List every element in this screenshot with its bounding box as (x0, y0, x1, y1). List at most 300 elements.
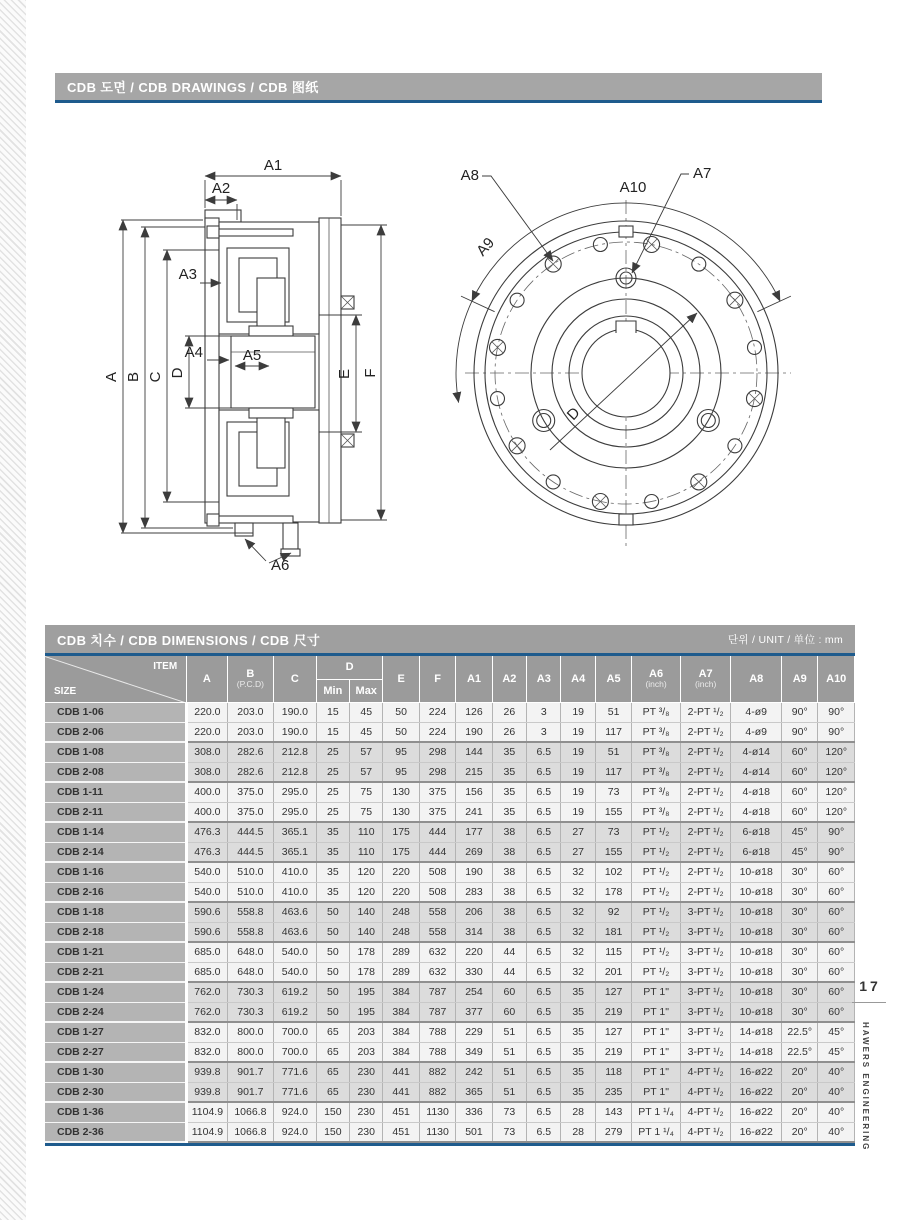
dim-cell: 444.5 (227, 822, 274, 842)
dim-cell: 19 (561, 742, 595, 762)
dim-cell: 60° (818, 902, 855, 922)
dim-cell: 40° (818, 1062, 855, 1082)
dim-cell: 38 (492, 882, 526, 902)
dim-cell: 65 (316, 1082, 349, 1102)
row-size-label: CDB 2-36 (45, 1122, 187, 1142)
dim-cell: 410.0 (274, 862, 316, 882)
dim-cell: 203 (350, 1042, 383, 1062)
col-header-a7-main: A7 (698, 668, 713, 681)
dim-cell: 16-ø22 (731, 1102, 782, 1122)
dim-cell: 60° (818, 922, 855, 942)
table-row (45, 922, 855, 942)
dim-cell: 771.6 (274, 1082, 316, 1102)
left-hatch-stripe (0, 0, 26, 1220)
dim-cell: 50 (383, 722, 419, 742)
dim-cell: 38 (492, 902, 526, 922)
dim-cell: 510.0 (227, 862, 274, 882)
dim-cell: 25 (316, 762, 349, 782)
dim-cell: 212.8 (274, 762, 316, 782)
dim-cell: 6.5 (527, 742, 561, 762)
dim-cell: 90° (818, 842, 855, 862)
dim-label-d: D (169, 367, 186, 379)
dim-cell: PT ¹/₂ (632, 922, 681, 942)
dim-cell: 4-ø18 (731, 802, 782, 822)
front-view-drawing (456, 165, 791, 550)
dim-cell: 298 (419, 742, 455, 762)
dim-cell: 248 (383, 902, 419, 922)
row-size-label: CDB 1-06 (45, 702, 187, 722)
dim-cell: 939.8 (187, 1082, 227, 1102)
col-header-b-main: B (246, 668, 255, 681)
table-row (45, 1022, 855, 1042)
dim-cell: 590.6 (187, 922, 227, 942)
size-header: SIZE (54, 685, 77, 697)
row-size-label: CDB 1-36 (45, 1102, 187, 1122)
dim-cell: 203.0 (227, 722, 274, 742)
dim-cell: 60° (818, 962, 855, 982)
item-header: ITEM (153, 661, 178, 672)
dim-cell: 224 (419, 702, 455, 722)
dim-cell: 27 (561, 822, 595, 842)
dim-cell: 336 (456, 1102, 492, 1122)
dim-cell: 558.8 (227, 922, 274, 942)
dim-cell: 35 (561, 982, 595, 1002)
dim-cell: 220.0 (187, 722, 227, 742)
dim-cell: 241 (456, 802, 492, 822)
dim-cell: PT ³/₈ (632, 802, 681, 822)
dim-cell: 2-PT ¹/₂ (680, 742, 731, 762)
table-row (45, 942, 855, 962)
row-size-label: CDB 2-08 (45, 762, 187, 782)
dim-cell: 117 (595, 722, 631, 742)
table-body (45, 702, 855, 1142)
brand-sidebar-text: HAWERS ENGINEERING (861, 1022, 870, 1152)
dim-cell: 476.3 (187, 842, 227, 862)
dim-cell: 6.5 (527, 882, 561, 902)
row-size-label: CDB 1-27 (45, 1022, 187, 1042)
dim-cell: 155 (595, 802, 631, 822)
dim-cell: 20° (782, 1062, 818, 1082)
dim-cell: 3-PT ¹/₂ (680, 922, 731, 942)
dim-cell: 10-ø18 (731, 942, 782, 962)
dim-cell: 282.6 (227, 742, 274, 762)
dim-cell: 289 (383, 942, 419, 962)
dim-cell: 375 (419, 782, 455, 802)
dim-cell: 6.5 (527, 822, 561, 842)
dim-cell: 648.0 (227, 942, 274, 962)
col-header-a6-sub: (inch) (645, 679, 667, 690)
dim-cell: 10-ø18 (731, 982, 782, 1002)
dim-cell: 38 (492, 822, 526, 842)
dim-cell: 700.0 (274, 1022, 316, 1042)
dim-label-a4: A4 (184, 344, 203, 361)
dim-cell: PT ¹/₂ (632, 902, 681, 922)
dim-cell: 384 (383, 1002, 419, 1022)
dim-cell: 800.0 (227, 1042, 274, 1062)
dim-cell: 60° (818, 882, 855, 902)
dim-cell: PT ³/₈ (632, 722, 681, 742)
col-header-a6 (632, 656, 681, 702)
dim-cell: 127 (595, 982, 631, 1002)
dim-cell: 730.3 (227, 982, 274, 1002)
dim-cell: 882 (419, 1082, 455, 1102)
dim-cell: 50 (316, 962, 349, 982)
dim-cell: 2-PT ¹/₂ (680, 762, 731, 782)
row-size-label: CDB 2-21 (45, 962, 187, 982)
dim-cell: 4-ø9 (731, 702, 782, 722)
dim-label-front-d: D (563, 404, 584, 424)
dim-cell: 2-PT ¹/₂ (680, 862, 731, 882)
dim-label-f: F (362, 368, 379, 378)
dim-cell: 35 (492, 762, 526, 782)
dim-cell: 6-ø18 (731, 822, 782, 842)
table-row (45, 882, 855, 902)
dim-cell: 26 (492, 702, 526, 722)
row-size-label: CDB 2-11 (45, 802, 187, 822)
table-row (45, 802, 855, 822)
dim-cell: 901.7 (227, 1062, 274, 1082)
dim-cell: 540.0 (274, 942, 316, 962)
dim-cell: PT ³/₈ (632, 782, 681, 802)
dim-cell: 177 (456, 822, 492, 842)
dim-cell: 22.5° (782, 1042, 818, 1062)
dim-cell: 60° (818, 942, 855, 962)
dim-cell: 60° (782, 802, 818, 822)
dim-cell: 38 (492, 842, 526, 862)
dim-cell: 126 (456, 702, 492, 722)
dim-cell: 51 (492, 1082, 526, 1102)
dim-cell: 51 (492, 1022, 526, 1042)
dim-cell: 444 (419, 822, 455, 842)
dim-cell: 30° (782, 962, 818, 982)
row-size-label: CDB 2-16 (45, 882, 187, 902)
dim-cell: 384 (383, 1042, 419, 1062)
dim-cell: 375.0 (227, 782, 274, 802)
col-header-a10: A10 (818, 656, 855, 702)
table-row (45, 982, 855, 1002)
dim-cell: 6.5 (527, 1062, 561, 1082)
dim-cell: 2-PT ¹/₂ (680, 882, 731, 902)
row-size-label: CDB 2-06 (45, 722, 187, 742)
dim-cell: 3-PT ¹/₂ (680, 902, 731, 922)
dim-cell: PT 1" (632, 982, 681, 1002)
dim-cell: 38 (492, 922, 526, 942)
dim-cell: 45° (818, 1042, 855, 1062)
dim-cell: 27 (561, 842, 595, 862)
dim-cell: PT 1" (632, 1082, 681, 1102)
dim-cell: 20° (782, 1102, 818, 1122)
dim-cell: 6.5 (527, 842, 561, 862)
dim-cell: 51 (595, 702, 631, 722)
col-header-a1: A1 (456, 656, 492, 702)
row-size-label: CDB 1-14 (45, 822, 187, 842)
dim-cell: 44 (492, 942, 526, 962)
dim-cell: 6.5 (527, 922, 561, 942)
dim-cell: 314 (456, 922, 492, 942)
dim-cell: 230 (350, 1102, 383, 1122)
dim-cell: 2-PT ¹/₂ (680, 702, 731, 722)
row-size-label: CDB 2-18 (45, 922, 187, 942)
table-row (45, 902, 855, 922)
dim-cell: 10-ø18 (731, 862, 782, 882)
cdb-drawings (85, 130, 865, 620)
dim-cell: PT ³/₈ (632, 702, 681, 722)
dim-cell: 4-ø18 (731, 782, 782, 802)
dim-cell: 19 (561, 762, 595, 782)
dim-cell: 206 (456, 902, 492, 922)
dim-cell: PT 1 ¹/₄ (632, 1122, 681, 1142)
dim-cell: 10-ø18 (731, 882, 782, 902)
dim-cell: 308.0 (187, 742, 227, 762)
table-row (45, 1002, 855, 1022)
dim-cell: 365 (456, 1082, 492, 1102)
col-header-a: A (187, 656, 227, 702)
dim-cell: 20° (782, 1122, 818, 1142)
dim-cell: 510.0 (227, 882, 274, 902)
dim-cell: 140 (350, 902, 383, 922)
dim-cell: 451 (383, 1122, 419, 1142)
row-size-label: CDB 2-30 (45, 1082, 187, 1102)
dim-cell: 282.6 (227, 762, 274, 782)
row-size-label: CDB 2-24 (45, 1002, 187, 1022)
dim-cell: 75 (350, 782, 383, 802)
dim-cell: 295.0 (274, 782, 316, 802)
dim-cell: 558 (419, 922, 455, 942)
dim-cell: 16-ø22 (731, 1122, 782, 1142)
dim-cell: 150 (316, 1122, 349, 1142)
dim-label-a8: A8 (460, 167, 479, 184)
dim-cell: 4-PT ¹/₂ (680, 1082, 731, 1102)
dim-cell: PT ¹/₂ (632, 882, 681, 902)
table-row (45, 762, 855, 782)
dim-cell: 212.8 (274, 742, 316, 762)
dim-cell: 35 (316, 882, 349, 902)
dim-cell: 6.5 (527, 802, 561, 822)
dim-cell: 175 (383, 822, 419, 842)
dim-cell: 762.0 (187, 982, 227, 1002)
dim-cell: 219 (595, 1002, 631, 1022)
dim-cell: 115 (595, 942, 631, 962)
dim-cell: 2-PT ¹/₂ (680, 782, 731, 802)
dim-cell: PT ¹/₂ (632, 962, 681, 982)
dim-cell: 4-PT ¹/₂ (680, 1122, 731, 1142)
dim-cell: 924.0 (274, 1102, 316, 1122)
dim-cell: 35 (316, 862, 349, 882)
dim-cell: 120° (818, 782, 855, 802)
row-size-label: CDB 2-14 (45, 842, 187, 862)
dim-cell: 6.5 (527, 982, 561, 1002)
dim-cell: 35 (561, 1022, 595, 1042)
dim-cell: 25 (316, 782, 349, 802)
dim-cell: 16-ø22 (731, 1062, 782, 1082)
dim-cell: 441 (383, 1082, 419, 1102)
dim-cell: 882 (419, 1062, 455, 1082)
dimensions-title: CDB 치수 / CDB DIMENSIONS / CDB 尺寸 (57, 632, 321, 648)
dim-cell: 38 (492, 862, 526, 882)
dim-cell: 51 (492, 1042, 526, 1062)
dim-cell: 220 (383, 882, 419, 902)
dim-cell: PT ¹/₂ (632, 842, 681, 862)
dim-cell: 178 (595, 882, 631, 902)
dim-cell: 10-ø18 (731, 962, 782, 982)
dim-cell: 90° (818, 822, 855, 842)
row-size-label: CDB 2-27 (45, 1042, 187, 1062)
dim-cell: 51 (595, 742, 631, 762)
col-header-b (227, 656, 274, 702)
dim-cell: 3-PT ¹/₂ (680, 1042, 731, 1062)
dim-cell: 60° (818, 982, 855, 1002)
dim-cell: 220.0 (187, 702, 227, 722)
dim-cell: 269 (456, 842, 492, 862)
dim-cell: PT ³/₈ (632, 742, 681, 762)
dim-cell: 50 (316, 982, 349, 1002)
dim-cell: 16-ø22 (731, 1082, 782, 1102)
dim-cell: PT 1 ¹/₄ (632, 1102, 681, 1122)
dim-cell: 508 (419, 862, 455, 882)
col-header-d-min: Min (316, 679, 349, 702)
dim-cell: 400.0 (187, 782, 227, 802)
dim-cell: 349 (456, 1042, 492, 1062)
dimensions-table (45, 656, 855, 1146)
dim-cell: 60° (818, 1002, 855, 1022)
dim-cell: 175 (383, 842, 419, 862)
dim-cell: 35 (561, 1082, 595, 1102)
dim-cell: 6.5 (527, 902, 561, 922)
dim-cell: 6.5 (527, 1102, 561, 1122)
dim-cell: 1130 (419, 1122, 455, 1142)
dim-cell: 787 (419, 1002, 455, 1022)
dim-cell: 219 (595, 1042, 631, 1062)
dim-cell: 1066.8 (227, 1102, 274, 1122)
dim-cell: 3-PT ¹/₂ (680, 942, 731, 962)
dim-cell: 110 (350, 842, 383, 862)
table-row (45, 822, 855, 842)
dim-cell: 73 (492, 1122, 526, 1142)
col-header-c: C (274, 656, 316, 702)
dim-cell: 220 (456, 942, 492, 962)
dim-cell: 30° (782, 882, 818, 902)
dim-cell: 190.0 (274, 702, 316, 722)
dim-cell: 1066.8 (227, 1122, 274, 1142)
dim-cell: 832.0 (187, 1042, 227, 1062)
col-header-a9: A9 (782, 656, 818, 702)
dim-label-a2: A2 (211, 180, 231, 197)
table-row (45, 1042, 855, 1062)
dim-cell: 57 (350, 742, 383, 762)
dim-label-a9: A9 (473, 234, 499, 260)
dim-cell: 44 (492, 962, 526, 982)
dim-cell: 463.6 (274, 902, 316, 922)
row-size-label: CDB 1-16 (45, 862, 187, 882)
dim-cell: 619.2 (274, 982, 316, 1002)
dim-cell: 508 (419, 882, 455, 902)
dim-label-a5: A5 (242, 347, 262, 364)
dim-cell: 73 (595, 782, 631, 802)
dim-cell: 90° (782, 722, 818, 742)
dim-cell: 6.5 (527, 942, 561, 962)
dim-cell: 14-ø18 (731, 1042, 782, 1062)
dim-cell: 25 (316, 742, 349, 762)
dim-cell: 203.0 (227, 702, 274, 722)
dim-cell: 230 (350, 1062, 383, 1082)
dim-cell: 6.5 (527, 1122, 561, 1142)
dim-cell: 4-PT ¹/₂ (680, 1062, 731, 1082)
dim-cell: 2-PT ¹/₂ (680, 842, 731, 862)
dim-cell: 120° (818, 762, 855, 782)
page-number: 17 (859, 978, 881, 994)
dim-cell: 178 (350, 962, 383, 982)
dim-cell: 32 (561, 882, 595, 902)
dim-cell: 1104.9 (187, 1122, 227, 1142)
dim-cell: 6.5 (527, 1022, 561, 1042)
dim-cell: 90° (818, 722, 855, 742)
dim-cell: 10-ø18 (731, 902, 782, 922)
col-header-e: E (383, 656, 419, 702)
dim-cell: 35 (561, 1062, 595, 1082)
dim-cell: 32 (561, 902, 595, 922)
dim-cell: 40° (818, 1102, 855, 1122)
dim-cell: 6.5 (527, 862, 561, 882)
dim-cell: 832.0 (187, 1022, 227, 1042)
dim-cell: 215 (456, 762, 492, 782)
dim-cell: 939.8 (187, 1062, 227, 1082)
col-header-a8: A8 (731, 656, 782, 702)
dim-cell: 35 (316, 842, 349, 862)
drawings-title: CDB 도면 / CDB DRAWINGS / CDB 图纸 (67, 80, 319, 95)
dim-cell: 190.0 (274, 722, 316, 742)
dim-cell: 155 (595, 842, 631, 862)
dim-cell: 444.5 (227, 842, 274, 862)
dim-cell: 2-PT ¹/₂ (680, 722, 731, 742)
dim-cell: 50 (316, 942, 349, 962)
col-header-f: F (419, 656, 455, 702)
dim-cell: 6.5 (527, 1082, 561, 1102)
dim-cell: 65 (316, 1042, 349, 1062)
dim-cell: 30° (782, 922, 818, 942)
dim-cell: 924.0 (274, 1122, 316, 1142)
dim-cell: 283 (456, 882, 492, 902)
dim-cell: 140 (350, 922, 383, 942)
row-size-label: CDB 1-21 (45, 942, 187, 962)
dim-cell: 181 (595, 922, 631, 942)
dim-cell: 60° (782, 782, 818, 802)
dim-cell: 444 (419, 842, 455, 862)
table-row (45, 1062, 855, 1082)
dim-cell: 400.0 (187, 802, 227, 822)
dim-cell: 2-PT ¹/₂ (680, 802, 731, 822)
dim-cell: 60° (782, 762, 818, 782)
dim-cell: 90° (818, 702, 855, 722)
dim-cell: 4-ø14 (731, 742, 782, 762)
dim-cell: 6.5 (527, 1002, 561, 1022)
dim-cell: PT ¹/₂ (632, 822, 681, 842)
dim-cell: 1130 (419, 1102, 455, 1122)
dim-cell: 50 (316, 902, 349, 922)
dim-cell: 224 (419, 722, 455, 742)
dim-cell: 3-PT ¹/₂ (680, 982, 731, 1002)
dim-cell: 35 (492, 802, 526, 822)
dim-cell: 190 (456, 862, 492, 882)
dim-cell: 685.0 (187, 962, 227, 982)
dim-cell: 289 (383, 962, 419, 982)
dim-cell: 127 (595, 1022, 631, 1042)
dim-label-a3: A3 (178, 266, 197, 283)
dim-label-e: E (336, 368, 353, 380)
dim-cell: 120° (818, 742, 855, 762)
dim-cell: 26 (492, 722, 526, 742)
dim-cell: 700.0 (274, 1042, 316, 1062)
dim-cell: PT 1" (632, 1022, 681, 1042)
